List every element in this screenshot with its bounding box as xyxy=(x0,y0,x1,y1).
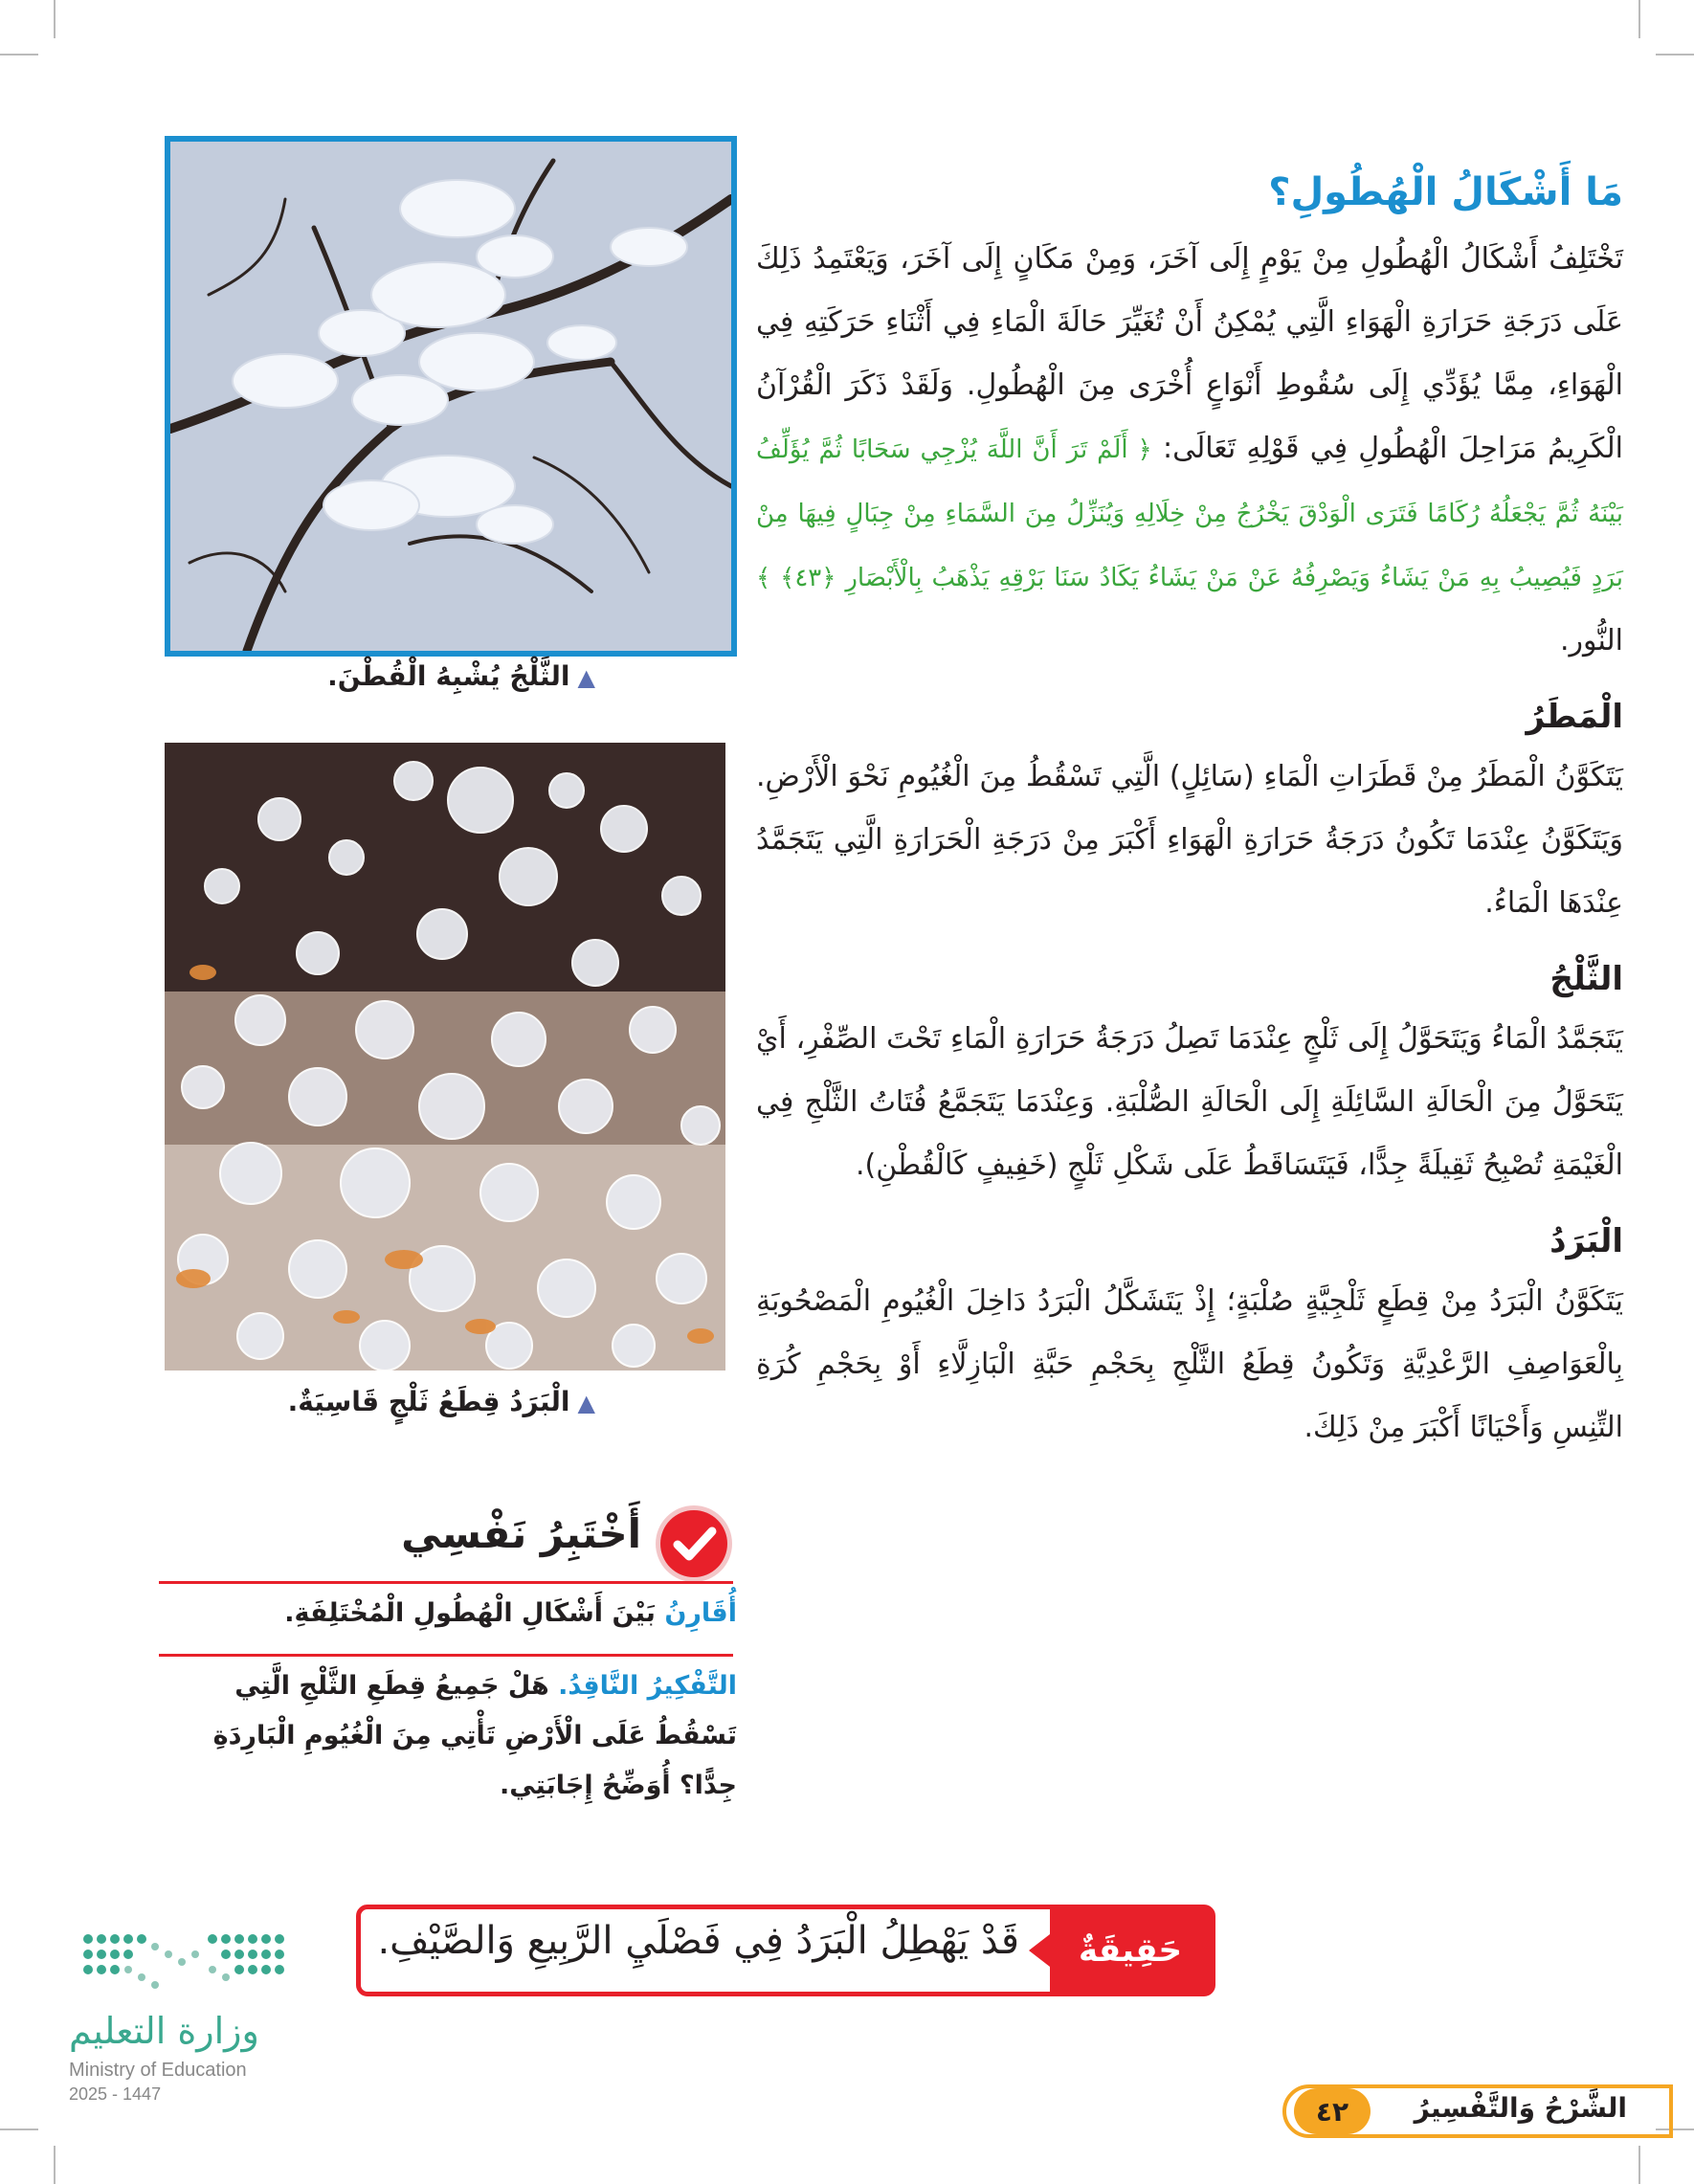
quran-verse: ﴿ أَلَمْ تَرَ أَنَّ اللَّهَ يُزْجِي سَحَابًا ثُمَّ يُؤَلِّفُ بَيْنَهُ ثُمَّ يَجْعَلُهُ رُكَامًا فَتَرَى الْوَدْقَ يَخْرُجُ مِنْ خِلَالِهِ وَيُنَزِّلُ مِنَ السَّمَاءِ مِنْ جِبَالٍ فِيهَا مِنْ بَرَدٍ فَيُصِيبُ بِهِ مَنْ يَشَاءُ وَيَصْرِفُهُ عَنْ مَنْ يَشَاءُ يَكَادُ سَنَا بَرْقِهِ يَذْهَبُ بِالْأَبْصَارِ ﴿٤٣﴾ ﴾ xyxy=(756,435,1624,592)
section-text-rain: يَتَكَوَّنُ الْمَطَرُ مِنْ قَطَرَاتِ الْمَاءِ (سَائِلٍ) الَّتِي تَسْقُطُ مِنَ الْغُيُومِ نَحْوَ الْأَرْضِ. وَيَتَكَوَّنُ عِنْدَمَا تَكُونُ دَرَجَةُ حَرَارَةِ الْهَوَاءِ أَكْبَرَ مِنْ دَرَجَةِ الْحَرَارَةِ الَّتِي يَتَجَمَّدُ عِنْدَهَا الْمَاءُ. xyxy=(756,760,1623,920)
main-column xyxy=(756,170,1623,1460)
question-2-key: التَّفْكِيرُ النَّاقِدُ. xyxy=(558,1671,737,1701)
ministry-name-arabic: وزارة التعليم xyxy=(69,2010,259,2052)
checkmark-icon xyxy=(660,1510,727,1577)
fact-box xyxy=(356,1905,1215,1996)
section-text-snow: يَتَجَمَّدُ الْمَاءُ وَيَتَحَوَّلُ إِلَى ثَلْجٍ عِنْدَمَا تَصِلُ دَرَجَةُ حَرَارَةِ الْمَاءِ تَحْتَ الصِّفْرِ، أَيْ يَتَحَوَّلُ مِنَ الْحَالَةِ السَّائِلَةِ إِلَى الْحَالَةِ الصُّلْبَةِ. وَعِنْدَمَا يَتَجَمَّعُ فُتَاتُ الثَّلْجِ فِي الْغَيْمَةِ تُصْبِحُ ثَقِيلَةً جِدًّا، فَيَتَسَاقَطُ عَلَى شَكْلِ ثَلْجٍ (خَفِيفٍ كَالْقُطْنِ). xyxy=(756,1022,1623,1182)
snow-branch-photo xyxy=(165,136,737,657)
self-test-question-1 xyxy=(159,1589,737,1638)
crop-mark xyxy=(54,0,56,38)
crop-mark xyxy=(1656,54,1694,56)
crop-mark xyxy=(1638,0,1640,38)
crop-mark xyxy=(0,54,38,56)
snow-caption-text: الثَّلْجُ يُشْبِهُ الْقُطْنَ. xyxy=(327,660,570,692)
self-test-title: أَخْتَبِرُ نَفْسِي xyxy=(401,1510,641,1557)
question-2-text: هَلْ جَمِيعُ قِطَعِ الثَّلْجِ الَّتِي تَسْقُطُ عَلَى الْأَرْضِ تَأْتِي مِنَ الْغُيُومِ الْبَارِدَةِ جِدًّا؟ أُوَضِّحُ إِجَابَتِي. xyxy=(212,1671,737,1800)
fact-label: حَقِيقَةٌ xyxy=(1050,1909,1211,1992)
page-title: مَا أَشْكَالُ الْهُطُولِ؟ xyxy=(1268,170,1623,214)
crop-mark xyxy=(0,2128,38,2130)
triangle-bullet-icon: ▲ xyxy=(577,1390,595,1416)
ministry-name-english: Ministry of Education xyxy=(69,2060,247,2081)
question-1-key: أُقَارِنُ xyxy=(664,1598,737,1628)
hail-caption-text: الْبَرَدُ قِطَعُ ثَلْجٍ قَاسِيَةٌ. xyxy=(287,1386,570,1417)
section-title-rain: الْمَطَرُ xyxy=(1526,698,1623,736)
section-title-hail: الْبَرَدُ xyxy=(1549,1222,1623,1260)
crop-mark xyxy=(1638,2146,1640,2184)
section-title-snow: الثَّلْجُ xyxy=(1549,960,1623,998)
section-text-hail: يَتَكَوَّنُ الْبَرَدُ مِنْ قِطَعٍ ثَلْجِيَّةٍ صُلْبَةٍ؛ إِذْ يَتَشَكَّلُ الْبَرَدُ دَاخِلَ الْغُيُومِ الْمَصْحُوبَةِ بِالْعَوَاصِفِ الرَّعْدِيَّةِ وَتَكُونُ قِطَعُ الثَّلْجِ بِحَجْمِ حَبَّةِ الْبَازِلَّاءِ أَوْ بِحَجْمِ كُرَةِ التِّنِسِ وَأَحْيَانًا أَكْبَرَ مِنْ ذَلِكَ. xyxy=(756,1284,1623,1444)
question-1-text: بَيْنَ أَشْكَالِ الْهُطُولِ الْمُخْتَلِفَةِ. xyxy=(284,1598,656,1628)
snow-caption xyxy=(327,660,595,692)
hail-caption xyxy=(288,1386,595,1417)
surah-name: النُّور. xyxy=(1559,624,1623,657)
triangle-bullet-icon: ▲ xyxy=(577,664,595,691)
ministry-year: 2025 - 1447 xyxy=(69,2084,162,2104)
page-number: ٤٢ xyxy=(1294,2088,1371,2134)
intro-paragraph xyxy=(756,228,1623,673)
fact-text: قَدْ يَهْطِلُ الْبَرَدُ فِي فَصْلَيِ الرَّبِيعِ وَالصَّيْفِ. xyxy=(377,1919,1019,1963)
divider xyxy=(159,1581,733,1584)
ministry-logo xyxy=(69,1920,318,2083)
hail-photo xyxy=(165,743,725,1371)
intro-text: تَخْتَلِفُ أَشْكَالُ الْهُطُولِ مِنْ يَوْمٍ إِلَى آخَرَ، وَمِنْ مَكَانٍ إِلَى آخَرَ، وَيَعْتَمِدُ ذَلِكَ عَلَى دَرَجَةِ حَرَارَةِ الْهَوَاءِ الَّتِي يُمْكِنُ أَنْ تُغَيِّرَ حَالَةَ الْمَاءِ فِي أَثْنَاءِ حَرَكَتِهِ فِي الْهَوَاءِ، مِمَّا يُؤَدِّي إِلَى سُقُوطِ أَنْوَاعٍ أُخْرَى مِنَ الْهُطُولِ. وَلَقَدْ ذَكَرَ الْقُرْآنُ الْكَرِيمُ مَرَاحِلَ الْهُطُولِ فِي قَوْلِهِ تَعَالَى: xyxy=(756,242,1623,465)
divider xyxy=(159,1654,733,1657)
self-test-question-2 xyxy=(159,1661,737,1811)
crop-mark xyxy=(54,2146,56,2184)
footer-section-title: الشَّرْحُ وَالتَّفْسِيرُ xyxy=(1414,2092,1627,2124)
